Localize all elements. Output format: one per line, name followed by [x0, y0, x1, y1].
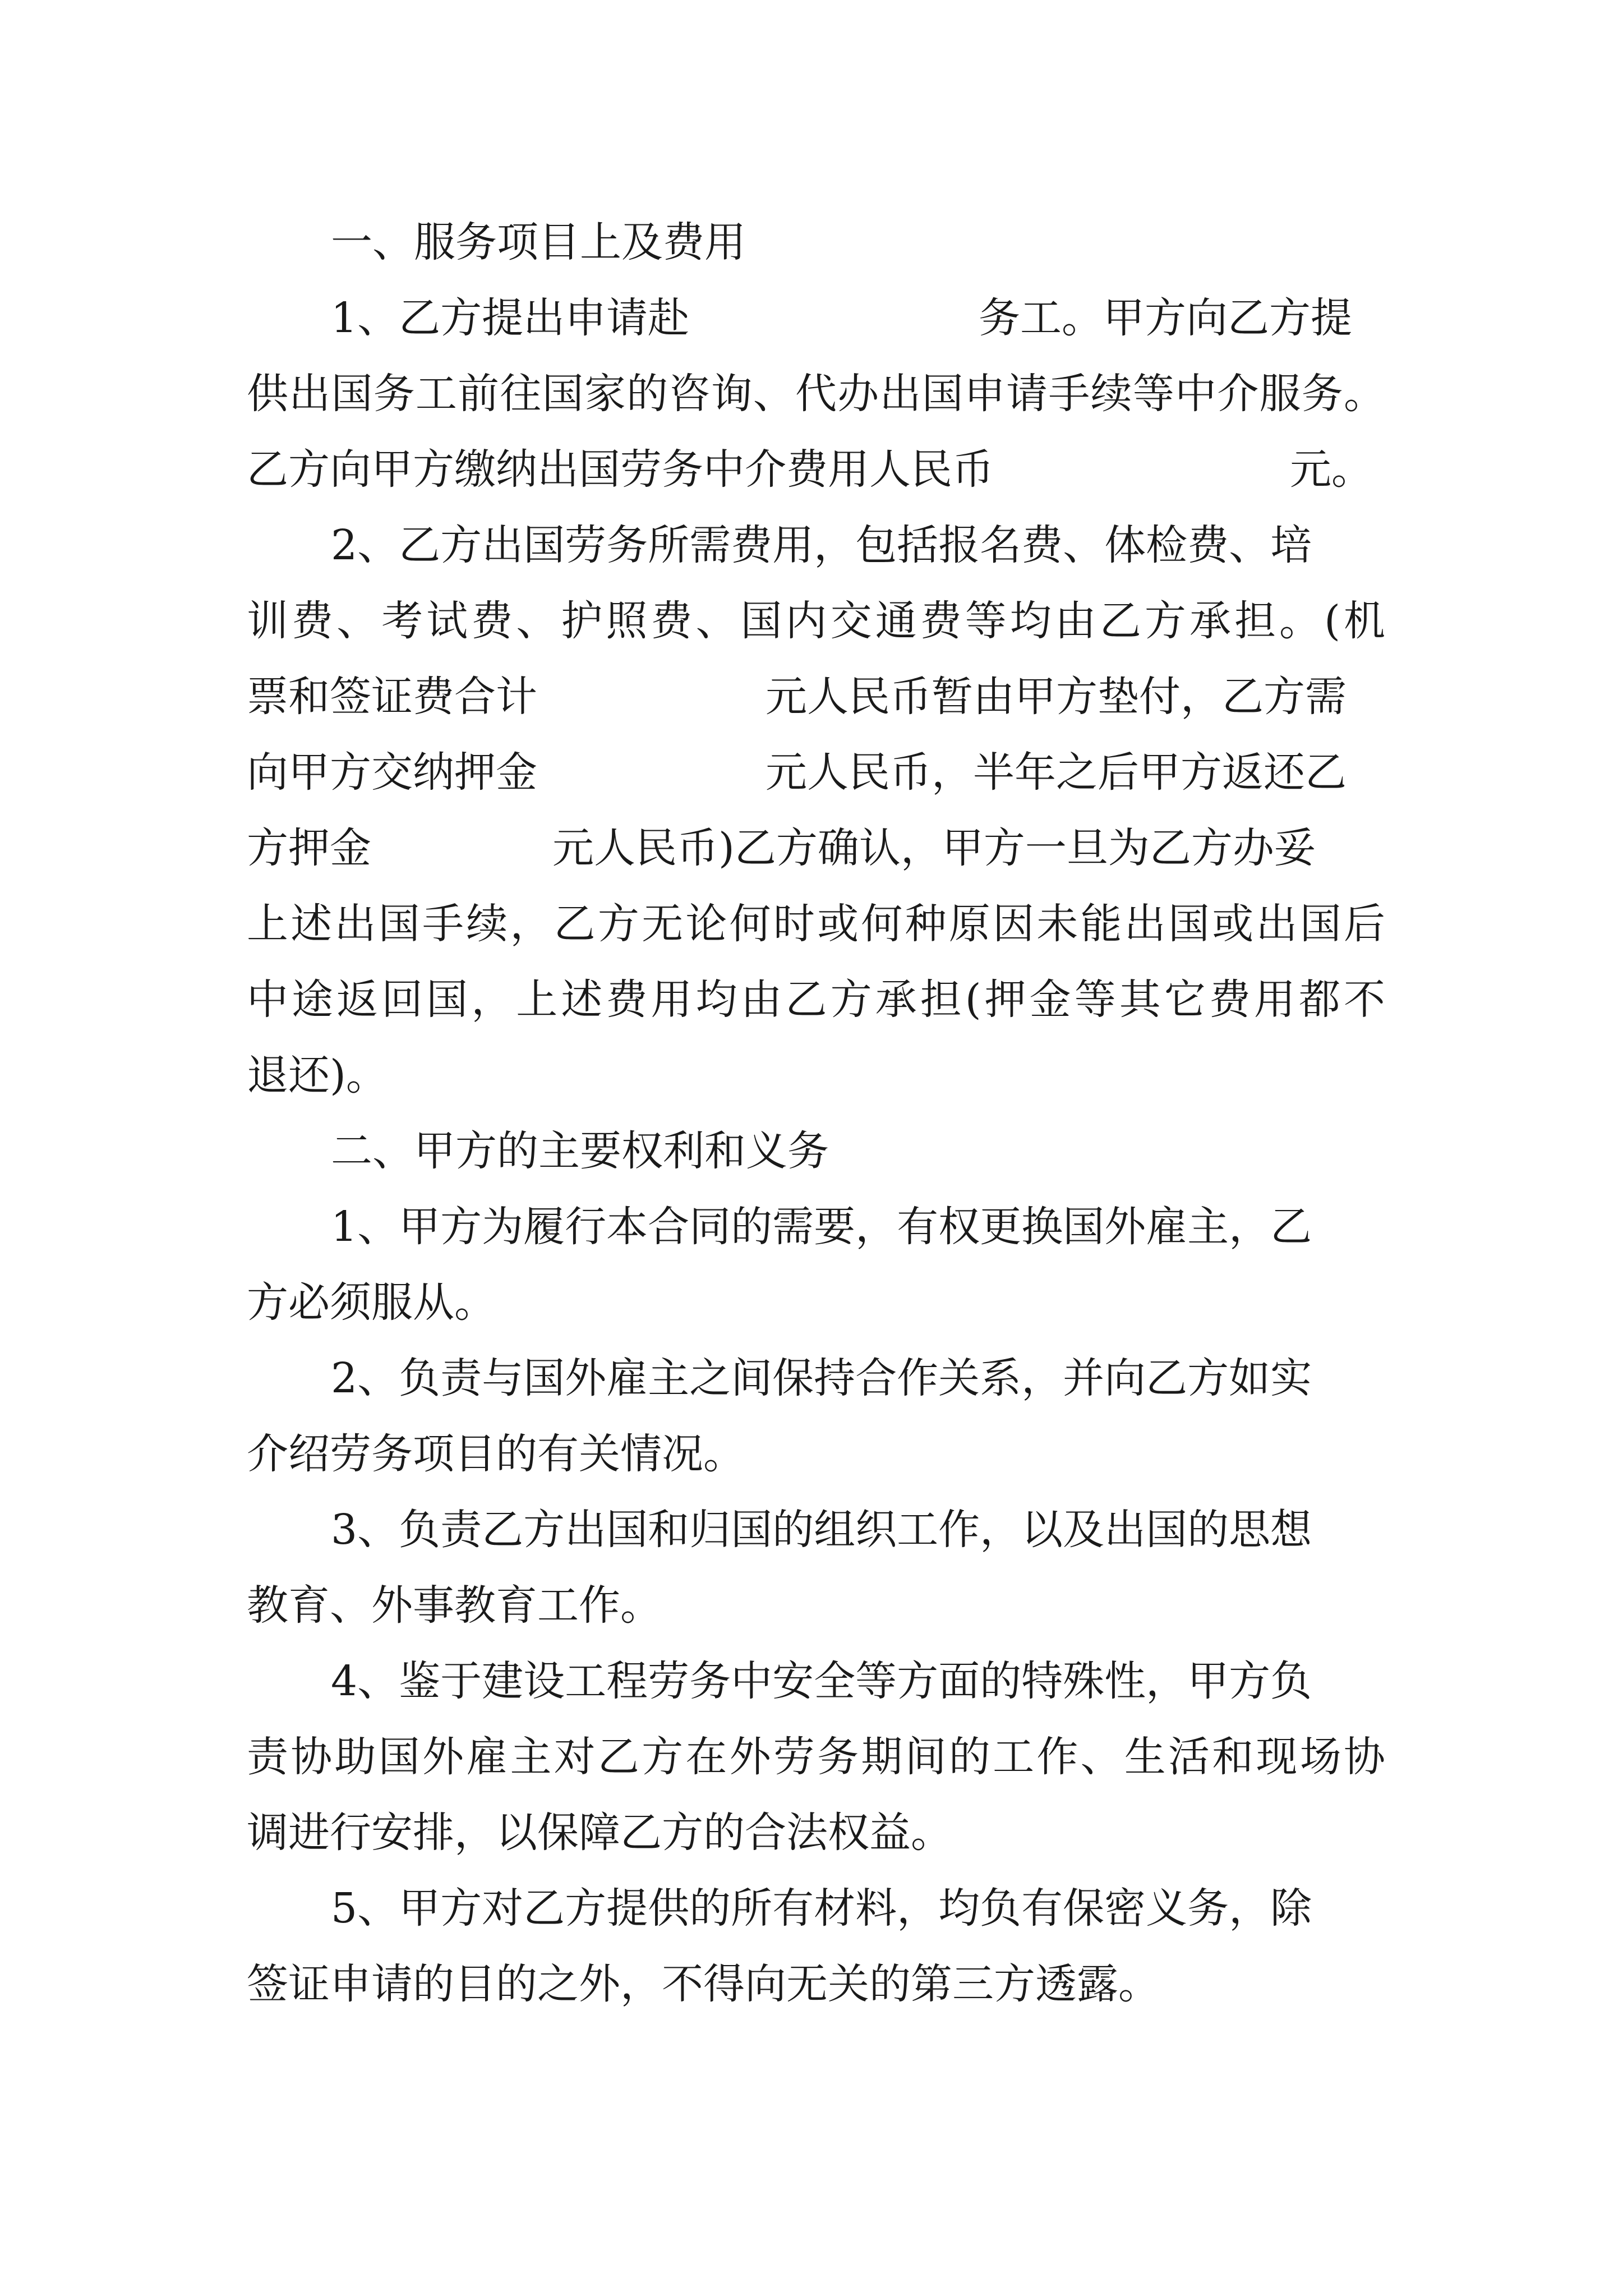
paragraph-1-2-line-2: 训费、考试费、护照费、国内交通费等均由乙方承担。(机 — [247, 597, 1385, 645]
paragraph-1-2-refund-text: 方押金 — [247, 824, 371, 872]
section-2-heading — [331, 1112, 1385, 1190]
paragraph-2-2-text-2: 介绍劳务项目的有关情况。 — [247, 1430, 745, 1478]
paragraph-1-2-line-6: 上述出国手续，乙方无论何时或何种原因未能出国或出国后 — [247, 900, 1385, 948]
paragraph-2-1-line-2 — [247, 1263, 1385, 1342]
paragraph-1-2-text-8: 退还)。 — [247, 1051, 388, 1099]
paragraph-2-5-line-1 — [331, 1869, 1385, 1948]
paragraph-2-5-line-2 — [247, 1945, 1385, 2023]
paragraph-1-1-text-b: 务工。甲方向乙方提 — [979, 294, 1352, 342]
paragraph-1-1-line-1 — [331, 279, 1385, 357]
paragraph-2-3-text-2: 教育、外事教育工作。 — [247, 1581, 662, 1630]
paragraph-2-1-line-1 — [331, 1188, 1385, 1266]
paragraph-1-2-line-5 — [247, 809, 1385, 887]
paragraph-2-5-text-1: 5、甲方对乙方提供的所有材料，均负有保密义务，除 — [331, 1884, 1312, 1932]
paragraph-2-4-line-3 — [247, 1793, 1385, 1872]
paragraph-2-3-text-1: 3、负责乙方出国和归国的组织工作，以及出国的思想 — [331, 1506, 1312, 1554]
paragraph-2-4-line-2: 责协助国外雇主对乙方在外劳务期间的工作、生活和现场协 — [247, 1733, 1385, 1781]
paragraph-2-4-line-1 — [331, 1642, 1385, 1720]
paragraph-2-1-text-2: 方必须服从。 — [247, 1278, 496, 1327]
paragraph-1-2-text-1: 2、乙方出国劳务所需费用，包括报名费、体检费、培 — [331, 521, 1312, 569]
paragraph-1-2-line-1 — [331, 506, 1385, 585]
section-2-heading-text: 二、甲方的主要权利和义务 — [331, 1127, 829, 1175]
paragraph-2-3-line-2 — [247, 1566, 1385, 1645]
paragraph-2-3-line-1 — [331, 1490, 1385, 1569]
paragraph-1-1-fee-text: 乙方向甲方缴纳出国劳务中介费用人民币 — [247, 445, 994, 494]
paragraph-1-2-line-7: 中途返回国，上述费用均由乙方承担(押金等其它费用都不 — [247, 976, 1385, 1024]
section-1-heading-text: 一、服务项目上及费用 — [331, 218, 746, 266]
paragraph-1-2-airfare-unit: 元人民币暂由甲方垫付，乙方需 — [766, 673, 1347, 721]
section-1-heading — [331, 203, 1385, 282]
paragraph-1-2-line-4 — [247, 733, 1385, 812]
paragraph-1-1-fee-unit: 元。 — [1290, 445, 1373, 494]
paragraph-1-1-line-3 — [247, 430, 1385, 509]
paragraph-2-4-text-1: 4、鉴于建设工程劳务中安全等方面的特殊性，甲方负 — [331, 1657, 1312, 1705]
paragraph-2-1-text-1: 1、甲方为履行本合同的需要，有权更换国外雇主，乙 — [331, 1203, 1312, 1251]
paragraph-2-5-text-2: 签证申请的目的之外，不得向无关的第三方透露。 — [247, 1960, 1160, 2008]
paragraph-1-2-line-8 — [247, 1036, 1385, 1115]
paragraph-1-2-deposit-unit: 元人民币，半年之后甲方返还乙 — [766, 748, 1347, 797]
paragraph-1-2-airfare-text: 票和签证费合计 — [247, 673, 537, 721]
paragraph-1-1-text-a: 1、乙方提出申请赴 — [331, 294, 690, 342]
paragraph-1-2-refund-unit: 元人民币)乙方确认，甲方一旦为乙方办妥 — [552, 824, 1316, 872]
paragraph-1-1-line-2: 供出国务工前往国家的咨询、代办出国申请手续等中介服务。 — [247, 370, 1385, 418]
paragraph-2-2-line-1 — [331, 1339, 1385, 1418]
paragraph-2-2-line-2 — [247, 1415, 1385, 1493]
paragraph-2-2-text-1: 2、负责与国外雇主之间保持合作关系，并向乙方如实 — [331, 1354, 1312, 1402]
paragraph-2-4-text-3: 调进行安排，以保障乙方的合法权益。 — [247, 1809, 952, 1857]
paragraph-1-2-line-3 — [247, 657, 1385, 736]
paragraph-1-2-deposit-text: 向甲方交纳押金 — [247, 748, 537, 797]
